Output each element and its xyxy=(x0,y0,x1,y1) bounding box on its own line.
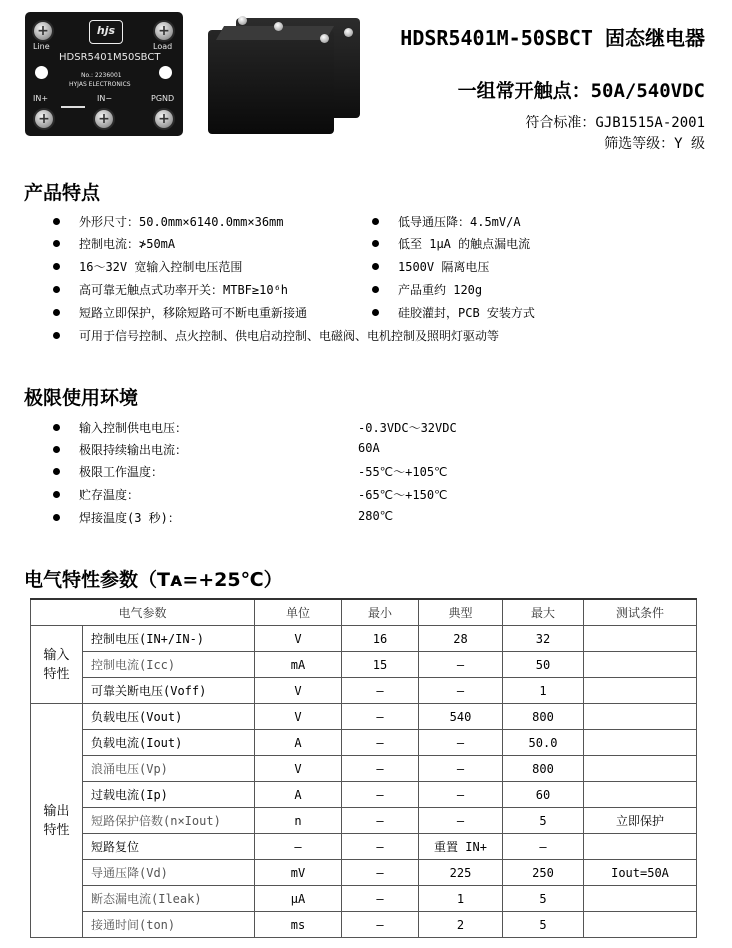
feature-item: 低至 1μA 的触点漏电流 xyxy=(372,235,530,252)
cell-typ: — xyxy=(419,808,503,834)
product-title: HDSR5401M-50SBCT 固态继电器 xyxy=(400,26,705,50)
bullet-icon xyxy=(53,240,60,247)
header-cell: 电气参数 xyxy=(31,599,255,626)
table-row xyxy=(31,912,697,938)
cell-min: — xyxy=(342,756,419,782)
cell-unit: mV xyxy=(255,860,342,886)
table-row xyxy=(31,860,697,886)
cell-typ: — xyxy=(419,730,503,756)
cell-min: 16 xyxy=(342,626,419,652)
load-label: Load xyxy=(153,42,173,51)
terminal-screw-icon xyxy=(34,22,52,40)
cell-unit: V xyxy=(255,626,342,652)
bullet-icon xyxy=(372,218,379,225)
header-cell: 测试条件 xyxy=(584,599,697,626)
electrical-title: 电气特性参数（Tᴀ=+25℃） xyxy=(24,569,283,591)
terminal-screw-icon xyxy=(35,110,53,128)
limit-label: 极限持续输出电流： xyxy=(53,441,187,458)
feature-item: 可用于信号控制、点火控制、供电启动控制、电磁阀、电机控制及照明灯驱动等 xyxy=(53,327,499,344)
cell-min: — xyxy=(342,834,419,860)
table-row xyxy=(31,678,697,704)
cell-unit: mA xyxy=(255,652,342,678)
limit-label: 贮存温度： xyxy=(53,486,139,503)
cell-name: 接通时间(ton) xyxy=(83,912,255,938)
cell-min: 15 xyxy=(342,652,419,678)
cell-min: — xyxy=(342,808,419,834)
feature-item: 硅胶灌封，PCB 安装方式 xyxy=(372,304,535,321)
pgnd-label: PGND xyxy=(151,94,175,103)
limit-label: 极限工作温度： xyxy=(53,463,163,480)
bullet-icon xyxy=(372,263,379,270)
feature-item: 1500V 隔离电压 xyxy=(372,258,489,275)
cell-max: 32 xyxy=(503,626,584,652)
relay-perspective-image xyxy=(208,8,360,134)
cell-cond: Iout=50A xyxy=(584,860,697,886)
pin-icon xyxy=(238,16,247,25)
limit-value: -0.3VDC～32VDC xyxy=(358,421,457,435)
terminal-screw-icon xyxy=(155,22,173,40)
grade-label: 筛选等级：Y 级 xyxy=(604,136,705,152)
cell-min: — xyxy=(342,912,419,938)
cell-cond xyxy=(584,626,697,652)
header-cell: 单位 xyxy=(255,599,342,626)
cell-typ: 2 xyxy=(419,912,503,938)
pin-icon xyxy=(320,34,329,43)
cell-typ: 1 xyxy=(419,886,503,912)
table-row xyxy=(31,808,697,834)
cell-name: 短路保护倍数(n×Iout) xyxy=(83,808,255,834)
cell-typ: — xyxy=(419,652,503,678)
cell-typ: — xyxy=(419,756,503,782)
cell-name: 断态漏电流(Ileak) xyxy=(83,886,255,912)
bullet-icon xyxy=(53,514,60,521)
header-cell: 最小 xyxy=(342,599,419,626)
feature-item: 外形尺寸：50.0mm×6140.0mm×36mm xyxy=(53,213,284,230)
cell-typ: 28 xyxy=(419,626,503,652)
cell-max: 50.0 xyxy=(503,730,584,756)
cell-unit: A xyxy=(255,730,342,756)
features-title: 产品特点 xyxy=(24,182,101,204)
table-row xyxy=(31,886,697,912)
cell-cond xyxy=(584,834,697,860)
cell-max: 800 xyxy=(503,756,584,782)
limit-value: 280℃ xyxy=(358,509,394,523)
contact-spec: 一组常开触点：50A/540VDC xyxy=(457,80,705,102)
mount-hole-icon xyxy=(159,66,172,79)
bullet-icon xyxy=(53,491,60,498)
feature-item: 控制电流：≯50mA xyxy=(53,235,175,252)
table-row xyxy=(31,704,697,730)
cell-cond xyxy=(584,704,697,730)
cell-typ: 225 xyxy=(419,860,503,886)
table-row xyxy=(31,782,697,808)
electrical-spec-table xyxy=(30,598,697,938)
cell-unit: n xyxy=(255,808,342,834)
cell-min: — xyxy=(342,730,419,756)
cell-max: 1 xyxy=(503,678,584,704)
limit-label: 焊接温度(3 秒)： xyxy=(53,509,180,526)
terminal-screw-icon xyxy=(95,110,113,128)
model-label: HDSR5401M50SBCT xyxy=(59,52,161,63)
limit-label: 输入控制供电电压： xyxy=(53,419,187,436)
cell-name: 可靠关断电压(Voff) xyxy=(83,678,255,704)
cell-unit: ms xyxy=(255,912,342,938)
bullet-icon xyxy=(53,309,60,316)
feature-item: 低导通压降：4.5mV/A xyxy=(372,213,521,230)
cell-unit: A xyxy=(255,782,342,808)
cell-name: 导通压降(Vd) xyxy=(83,860,255,886)
bullet-icon xyxy=(53,446,60,453)
pin-icon xyxy=(274,22,283,31)
bullet-icon xyxy=(372,240,379,247)
cell-min: — xyxy=(342,860,419,886)
header-cell: 典型 xyxy=(419,599,503,626)
in-minus-label: IN− xyxy=(97,94,113,103)
cell-unit: — xyxy=(255,834,342,860)
brand-logo: hjs xyxy=(89,20,123,44)
cell-typ: — xyxy=(419,678,503,704)
serial-label: No.: 2236001 xyxy=(81,72,122,79)
table-row xyxy=(31,756,697,782)
cell-max: 60 xyxy=(503,782,584,808)
cell-max: 250 xyxy=(503,860,584,886)
bullet-icon xyxy=(372,309,379,316)
in-plus-label: IN+ xyxy=(33,94,49,103)
limit-value: -55℃～+105℃ xyxy=(358,465,448,479)
cell-name: 过载电流(Ip) xyxy=(83,782,255,808)
feature-item: 短路立即保护，移除短路可不断电重新接通 xyxy=(53,304,307,321)
cell-name: 控制电压(IN+/IN-) xyxy=(83,626,255,652)
cell-cond xyxy=(584,756,697,782)
divider xyxy=(61,106,85,108)
bullet-icon xyxy=(53,218,60,225)
feature-item: 产品重约 120g xyxy=(372,281,482,298)
cell-min: — xyxy=(342,886,419,912)
cell-cond xyxy=(584,730,697,756)
cell-min: — xyxy=(342,704,419,730)
limit-value: -65℃～+150℃ xyxy=(358,488,448,502)
cell-min: — xyxy=(342,782,419,808)
cell-cond xyxy=(584,678,697,704)
cell-typ: — xyxy=(419,782,503,808)
cell-max: 50 xyxy=(503,652,584,678)
cell-max: 5 xyxy=(503,886,584,912)
output-group-label: 输出 特性 xyxy=(31,704,83,938)
bullet-icon xyxy=(53,424,60,431)
standard-label: 符合标准：GJB1515A-2001 xyxy=(525,115,705,131)
mount-hole-icon xyxy=(35,66,48,79)
cell-max: — xyxy=(503,834,584,860)
cell-unit: V xyxy=(255,678,342,704)
bullet-icon xyxy=(372,286,379,293)
cell-name: 负载电压(Vout) xyxy=(83,704,255,730)
header-cell: 最大 xyxy=(503,599,584,626)
cell-name: 浪涌电压(Vp) xyxy=(83,756,255,782)
bullet-icon xyxy=(53,332,60,339)
cell-name: 控制电流(Icc) xyxy=(83,652,255,678)
table-row xyxy=(31,652,697,678)
relay-body-front xyxy=(208,30,334,134)
terminal-screw-icon xyxy=(155,110,173,128)
feature-item: 16～32V 宽输入控制电压范围 xyxy=(53,258,242,275)
table-row xyxy=(31,730,697,756)
cell-cond xyxy=(584,652,697,678)
table-header-row xyxy=(31,599,697,626)
cell-name: 短路复位 xyxy=(83,834,255,860)
cell-cond xyxy=(584,782,697,808)
table-row xyxy=(31,626,697,652)
cell-unit: V xyxy=(255,704,342,730)
cell-cond xyxy=(584,912,697,938)
line-label: Line xyxy=(33,42,50,51)
cell-min: — xyxy=(342,678,419,704)
limits-title: 极限使用环境 xyxy=(24,387,139,409)
bullet-icon xyxy=(53,468,60,475)
cell-max: 800 xyxy=(503,704,584,730)
cell-max: 5 xyxy=(503,912,584,938)
cell-typ: 540 xyxy=(419,704,503,730)
relay-front-image xyxy=(25,12,183,136)
cell-cond: 立即保护 xyxy=(584,808,697,834)
cell-unit: μA xyxy=(255,886,342,912)
cell-typ: 重置 IN+ xyxy=(419,834,503,860)
pin-icon xyxy=(344,28,353,37)
cell-name: 负载电流(Iout) xyxy=(83,730,255,756)
feature-item: 高可靠无触点式功率开关：MTBF≥10⁶h xyxy=(53,281,288,298)
bullet-icon xyxy=(53,286,60,293)
cell-cond xyxy=(584,886,697,912)
limit-value: 60A xyxy=(358,441,380,455)
bullet-icon xyxy=(53,263,60,270)
cell-max: 5 xyxy=(503,808,584,834)
table-row xyxy=(31,834,697,860)
input-group-label: 输入 特性 xyxy=(31,626,83,704)
maker-label: HYJAS ELECTRONICS xyxy=(69,81,131,88)
cell-unit: V xyxy=(255,756,342,782)
